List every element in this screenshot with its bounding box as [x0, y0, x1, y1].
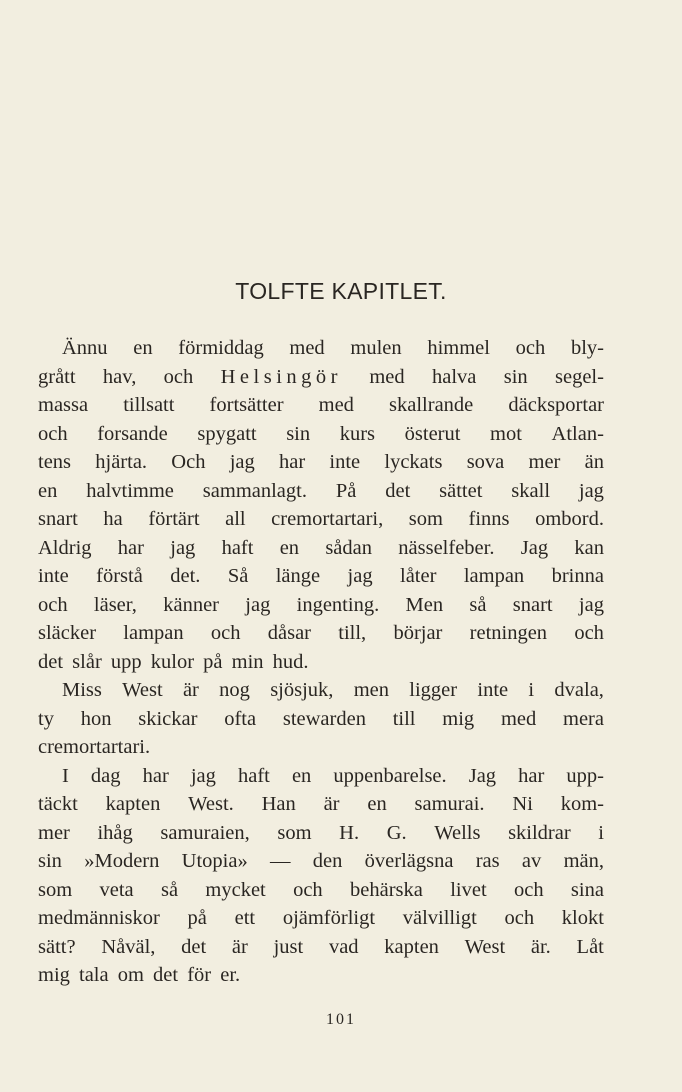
text-line: cremortartari.: [38, 736, 151, 758]
text-line: grått hav, och Helsingör med halva sin segel-: [38, 365, 604, 388]
text-line: tens hjärta. Och jag har inte lyckats sova mer än: [38, 451, 604, 473]
text-line: Aldrig har jag haft en sådan nässelfeber. Jag kan: [38, 536, 604, 559]
text-line: släcker lampan och dåsar till, börjar retningen och: [38, 622, 604, 644]
text-line: mer ihåg samuraien, som H. G. Wells skildrar i: [38, 821, 604, 844]
text-line: mig tala om det för er.: [38, 964, 241, 986]
text-line: Ännu en förmiddag med mulen himmel och bly-: [62, 337, 604, 359]
text-line: som veta så mycket och behärska livet och sina: [38, 878, 604, 901]
text-line: inte förstå det. Så länge jag låter lampan brinna: [38, 565, 604, 587]
text-line: sin »Modern Utopia» — den överlägsna ras av män,: [38, 850, 604, 872]
body-text: [38, 334, 604, 990]
text-line: ty hon skickar ofta stewarden till mig med mera: [38, 707, 604, 730]
text-line: och läser, känner jag ingenting. Men så snart jag: [38, 593, 604, 616]
text-line: det slår upp kulor på min hud.: [38, 650, 309, 673]
chapter-title: TOLFTE KAPITLET.: [235, 278, 447, 304]
text-line: sätt? Nåväl, det är just vad kapten West är. Låt: [38, 935, 604, 958]
text-line: medmänniskor på ett ojämförligt välvilligt och klokt: [38, 907, 604, 929]
text-line: snart ha förtärt all cremortartari, som finns ombord.: [38, 508, 604, 530]
text-line: I dag har jag haft en uppenbarelse. Jag har upp-: [62, 764, 604, 787]
page-number: 101: [326, 1011, 356, 1028]
text-line: täckt kapten West. Han är en samurai. Ni kom-: [38, 793, 604, 815]
text-line: och forsande spygatt sin kurs österut mot Atlan-: [38, 422, 604, 445]
text-line: en halvtimme sammanlagt. På det sättet skall jag: [38, 479, 604, 502]
text-line: massa tillsatt fortsätter med skallrande däcksportar: [38, 394, 604, 416]
text-line: Miss West är nog sjösjuk, men ligger inte i dvala,: [62, 679, 604, 701]
